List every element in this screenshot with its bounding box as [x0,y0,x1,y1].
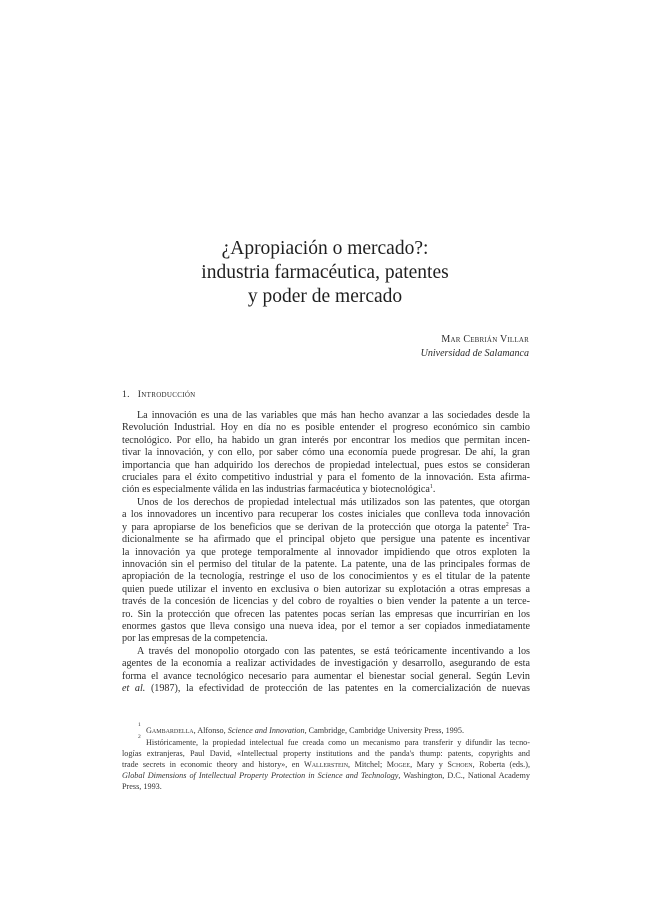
body-line [122,522,530,534]
footnote-author: Gambardella [146,726,194,735]
author-name: Mar Cebrián Villar [441,334,529,345]
footnote-text: , Cambridge, Cambridge University Press, 1995. [304,726,464,735]
section-heading [122,389,196,400]
footnote-text: , Mitchel; [348,760,387,769]
et-al: et al. [122,683,146,695]
body-line-text: y para apropiarse de los beneficios que se derivan de la protección que otorga la patente [122,521,506,533]
footnote-author: Wallerstein [303,760,349,769]
title-line-2: industria farmacéutica, patentes [201,262,449,283]
body-line: innovación sin el permiso del titular de la patente. La patente, una de las principales formas de [122,559,530,570]
footnote-text: , Washington, D.C., National Academy [398,771,530,780]
footnote-ref-2[interactable]: 2 [505,521,509,528]
footnote-author: Mogee [386,760,411,769]
body-line [122,484,530,496]
body-line: través de la concesión de licencias y del cobro de royalties o bien vender la patente a un terce- [122,596,530,608]
footnote-1 [146,725,530,736]
body-line: cruciales para el éxito competitivo industrial y para el fomento de la innovación. Esta afirma- [122,472,530,483]
section-number: 1. [122,389,130,400]
body-line-text: (1987), la efectividad de protección de las patentes en la comercialización de nuevas [145,683,530,695]
body-line-text: ción es especialmente válida en las industrias farmacéutica y biotecnológica [122,484,430,496]
body-line-tail: Tra- [508,521,530,533]
title-line-1: ¿Apropiación o mercado?: [221,238,429,259]
body-line: A través del monopolio otorgado con las patentes, se está teóricamente incentivando a los [137,646,530,657]
footnote-ref-1[interactable]: 1 [429,484,433,491]
body-line: apropiación de la tecnología, restringe el uso de los conocimientos y es el titular de la patente [122,571,530,583]
footnote-2-line: logías extranjeras, Paul David, «Intellectual property institutions and the panda's thump: patents, copyrights and [122,749,530,758]
body-line: Unos de los derechos de propiedad intelectual más utilizados son las patentes, que otorgan [137,497,530,508]
footnote-2-line: Históricamente, la propiedad intelectual fue creada como un mecanismo para transferir y difundir las tecno- [146,738,530,747]
body-line: dicionalmente se ha afirmado que el principal objeto que persigue una patente es incentivar [122,534,530,546]
author-block [421,333,529,360]
footnote-2-line: Press, 1993. [122,782,162,791]
footnote-mark-1: 1 [138,722,141,728]
body-line: Revolución Industrial. Hoy en día no es posible entender el progreso económico sin cambio [122,422,530,434]
body-line: ro. Sin la protección que ofrecen las patentes pocas serían las empresas que incurrirían en los [122,608,530,620]
body-line-end: . [432,484,436,496]
body-line: a los innovadores un incentivo para recuperar los costes iniciales que conlleva toda innovación [122,509,530,521]
section-title: Introducción [137,389,196,400]
footnote-2-line [122,770,530,781]
author-affiliation: Universidad de Salamanca [420,347,529,359]
body-line: enormes gastos que lleva consigo una nueva idea, por el temor a ser copiados inmediatamente [122,621,530,632]
footnote-author: Schoen [447,760,473,769]
footnote-book-title: Global Dimensions of Intellectual Property Protection in Science and Technology [122,771,399,780]
footnote-2-line [122,759,530,770]
body-line: La innovación es una de las variables que más han hecho avanzar a las sociedades desde la [137,410,530,421]
body-line: por las empresas de la competencia. [122,633,268,645]
body-line: tecnológico. Por ello, ha habido un gran interés por encontrar los medios que permitan incen- [122,434,530,446]
footnote-text: , Roberta (eds.), [472,760,530,769]
body-line: forma el avance tecnológico necesario para aumentar el bienestar social general. Según Levin [122,670,530,682]
footnote-book-title: Science and Innovation [227,726,305,735]
footnote-mark-2: 2 [138,734,141,740]
paper-title [0,237,650,309]
footnote-text: , Mary y [410,760,448,769]
body-line: agentes de la economía a realizar actividades de investigación y desarrollo, asegurando de esta [122,658,530,670]
title-line-3: y poder de mercado [247,286,403,307]
body-line: quien puede utilizar el invento en exclusiva o bien autorizar su explotación a otras empresas a [122,583,530,595]
body-line: la innovación ya que protege temporalmente al innovador impidiendo que otros exploten la [122,546,530,558]
footnote-text: trade secrets in economic theory and history», en [122,760,304,769]
body-line: tivar la innovación, y con ello, por saber cómo una economía puede progresar. De ahí, la gran [122,447,530,459]
footnote-text: , Alfonso, [193,726,228,735]
body-line [122,683,530,695]
body-line: importancia que han adquirido los derechos de propiedad intelectual, pues estos se consideran [122,459,530,471]
